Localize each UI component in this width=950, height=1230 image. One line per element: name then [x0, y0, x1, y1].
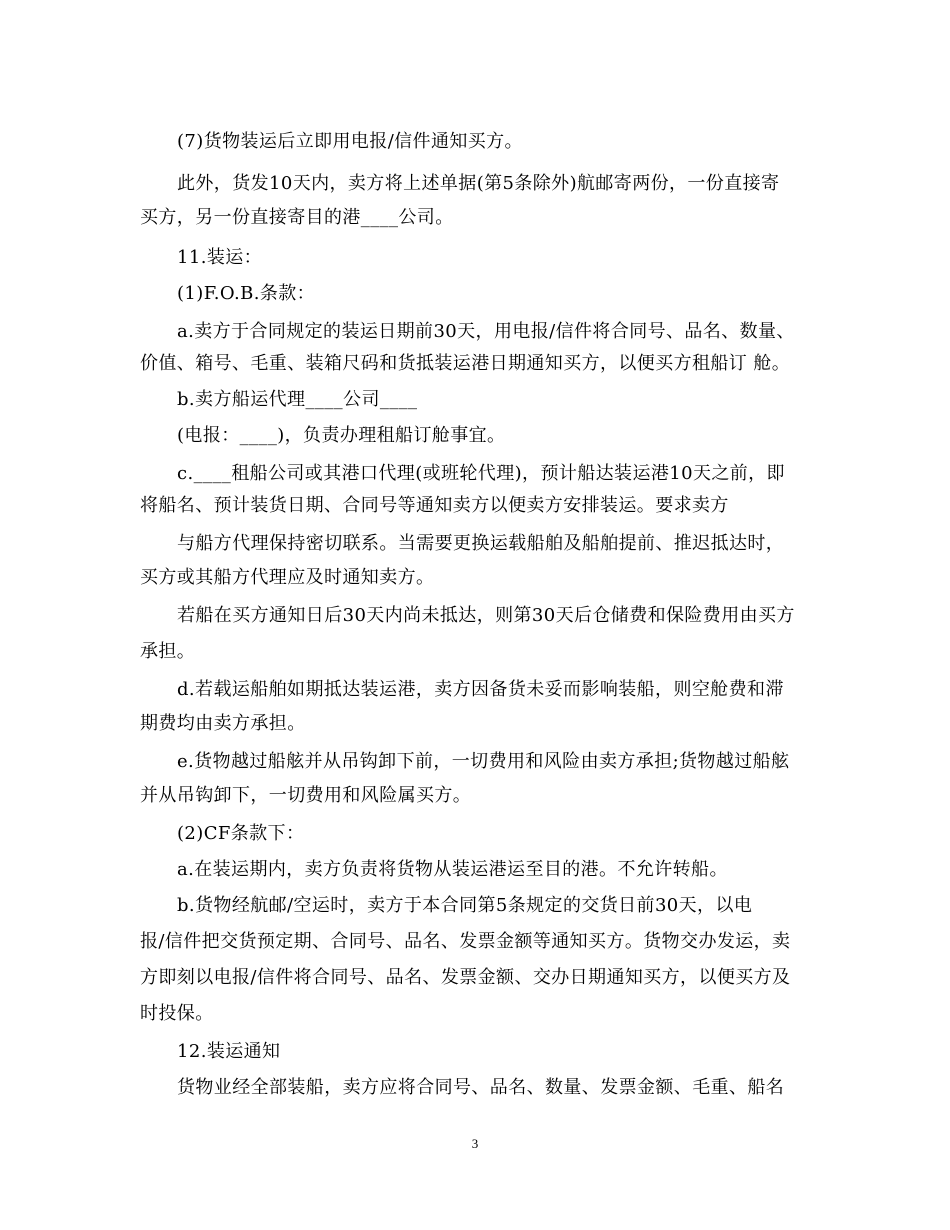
text-line: 将船名、预计装货日期、合同号等通知卖方以便卖方安排装运。要求卖方: [140, 495, 729, 516]
text-line: d.若载运船舶如期抵达装运港，卖方因备货未妥而影响装船，则空舱费和滞: [177, 679, 784, 700]
text-line: 时投保。: [140, 1003, 214, 1024]
text-line: e.货物越过船舷并从吊钩卸下前，一切费用和风险由卖方承担;货物越过船舷: [177, 751, 790, 772]
text-line: 12.装运通知: [177, 1041, 281, 1062]
text-line: 报/信件把交货预定期、合同号、品名、发票金额等通知买方。货物交办发运，卖: [140, 931, 791, 952]
text-line: b.货物经航邮/空运时，卖方于本合同第5条规定的交货日前30天，以电: [177, 895, 753, 916]
text-line: 方即刻以电报/信件将合同号、品名、发票金额、交办日期通知买方，以便买方及: [140, 967, 791, 988]
text-line: 承担。: [140, 641, 196, 662]
text-line: 价值、箱号、毛重、装箱尺码和货抵装运港日期通知买方，以便买方租船订 舱。: [140, 353, 791, 374]
text-line: b.卖方船运代理____公司____: [177, 389, 418, 410]
text-line: 与船方代理保持密切联系。当需要更换运载船舶及船舶提前、推迟抵达时，: [177, 533, 785, 554]
text-line: (电报：____)，负责办理租船订舱事宜。: [177, 425, 506, 446]
text-line: 若船在买方通知日后30天内尚未抵达，则第30天后仓储费和保险费用由买方: [177, 605, 795, 626]
text-line: 11.装运：: [177, 247, 263, 268]
text-line: (7)货物装运后立即用电报/信件通知买方。: [177, 131, 523, 152]
text-line: 货物业经全部装船，卖方应将合同号、品名、数量、发票金额、毛重、船名: [177, 1077, 785, 1098]
text-line: (1)F.O.B.条款：: [177, 283, 316, 304]
text-line: (2)CF条款下：: [177, 823, 305, 844]
text-line: a.在装运期内，卖方负责将货物从装运港运至目的港。不允许转船。: [177, 859, 728, 880]
text-line: c.____租船公司或其港口代理(或班轮代理)，预计船达装运港10天之前，即: [177, 463, 785, 484]
text-line: 并从吊钩卸下，一切费用和风险属买方。: [140, 785, 472, 806]
text-line: 买方，另一份直接寄目的港____公司。: [140, 207, 454, 228]
text-line: a.卖方于合同规定的装运日期前30天，用电报/信件将合同号、品名、数量、: [177, 321, 795, 342]
text-line: 期费均由卖方承担。: [140, 713, 306, 734]
text-line: 此外，货发10天内，卖方将上述单据(第5条除外)航邮寄两份，一份直接寄: [177, 173, 780, 194]
page-number: 3: [471, 1136, 479, 1151]
text-line: 买方或其船方代理应及时通知卖方。: [140, 567, 435, 588]
